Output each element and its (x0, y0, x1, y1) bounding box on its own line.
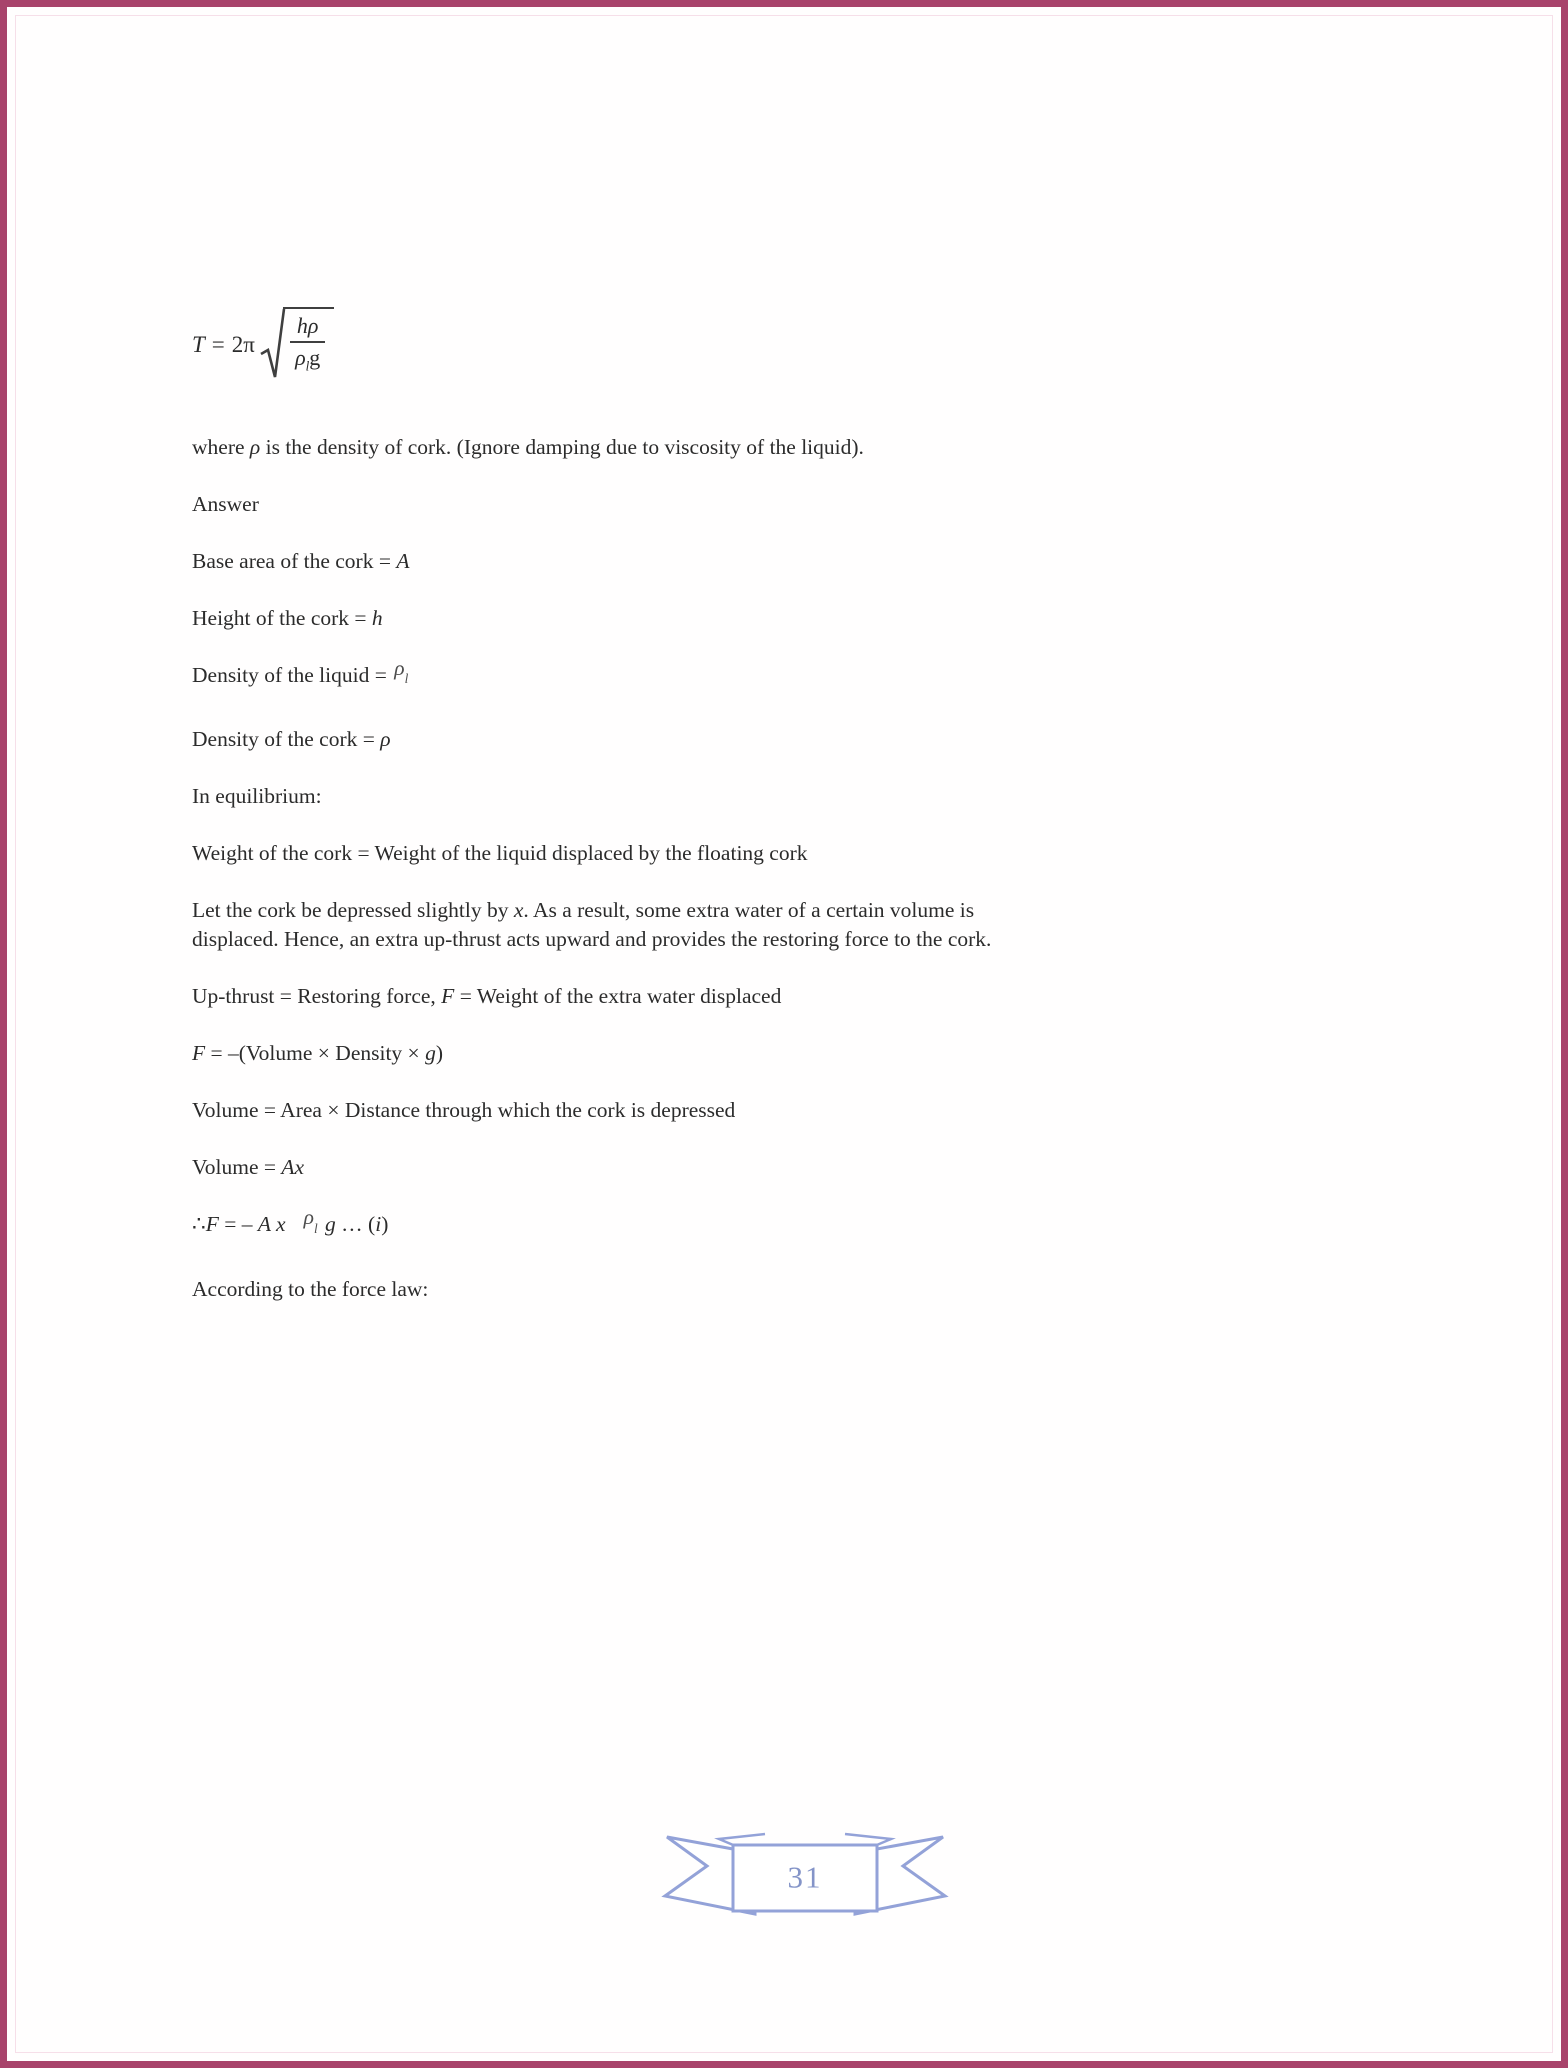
base-area-line: Base area of the cork = A (192, 549, 410, 573)
equilibrium-line: In equilibrium: (192, 784, 322, 809)
density-liquid-line: Density of the liquid = $\rho_l$ (192, 656, 409, 687)
page-number: 31 (787, 1859, 823, 1895)
fraction (290, 313, 326, 374)
where-line: where ρ is the density of cork. (Ignore damping due to viscosity of the liquid). (192, 435, 864, 459)
therefore-equation-line: ∴F = – A x $\rho_l$ g … (i) (192, 1205, 389, 1237)
page-number-ribbon (659, 1831, 951, 1921)
upthrust-line: Up-thrust = Restoring force, F = Weight of the extra water displaced (192, 984, 782, 1009)
document-body (192, 7, 1044, 1332)
volume-ax-line: Volume = Ax (192, 1155, 305, 1180)
period-equation (192, 301, 1044, 389)
force-law-line: According to the force law: (192, 1276, 429, 1301)
answer-label: Answer (192, 492, 259, 516)
weight-equality-line: Weight of the cork = Weight of the liquid displaced by the floating cork (192, 841, 808, 866)
radicand (283, 307, 335, 374)
equation-lhs: T = 2π (192, 332, 255, 357)
volume-area-line: Volume = Area × Distance through which the cork is depressed (192, 1098, 736, 1123)
density-cork-line: Density of the cork = ρ (192, 727, 391, 752)
force-equation-line: F = –(Volume × Density × g) (192, 1041, 443, 1066)
depression-paragraph: Let the cork be depressed slightly by x. As a result, some extra water of a certain volume is displaced. Hence, an extra up-thrust acts upward and provides the restoring force to the cork. (192, 898, 992, 952)
square-root (260, 307, 335, 383)
fraction-denominator: $\rho_lg$ (295, 345, 321, 374)
height-line: Height of the cork = h (192, 606, 383, 630)
fraction-numerator: hρ (290, 313, 326, 343)
paragraph-list (192, 433, 1044, 1304)
